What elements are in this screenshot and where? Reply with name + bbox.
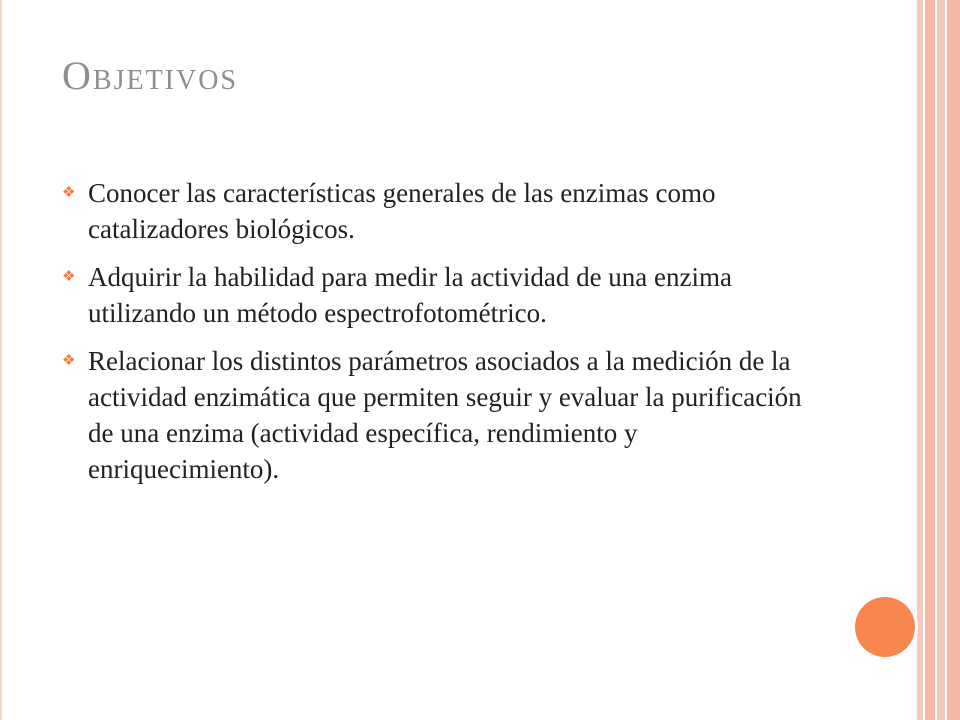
decorative-stripe — [925, 0, 935, 720]
frame-border — [0, 0, 2, 720]
bullet-item — [62, 343, 822, 487]
bullet-text: Adquirir la habilidad para medir la actividad de una enzima utilizando un método espectrofotométrico. — [88, 262, 732, 328]
bullet-text: Conocer las características generales de las enzimas como catalizadores biológicos. — [88, 178, 716, 244]
decorative-stripe — [937, 0, 945, 720]
bullet-item — [62, 259, 822, 331]
slide-title: Objetivos — [62, 53, 239, 98]
decorative-stripe — [947, 0, 960, 720]
diamond-bullet-icon: ❖ — [62, 185, 76, 201]
bullet-text: Relacionar los distintos parámetros asociados a la medición de la actividad enzimática que permiten seguir y evaluar la purificación de una enzima (actividad específica, rendimiento y enriquecimiento). — [88, 346, 802, 484]
decorative-circle — [855, 597, 915, 657]
bullet-list — [62, 175, 822, 499]
diamond-bullet-icon: ❖ — [62, 269, 76, 285]
bullet-item — [62, 175, 822, 247]
diamond-bullet-icon: ❖ — [62, 353, 76, 369]
